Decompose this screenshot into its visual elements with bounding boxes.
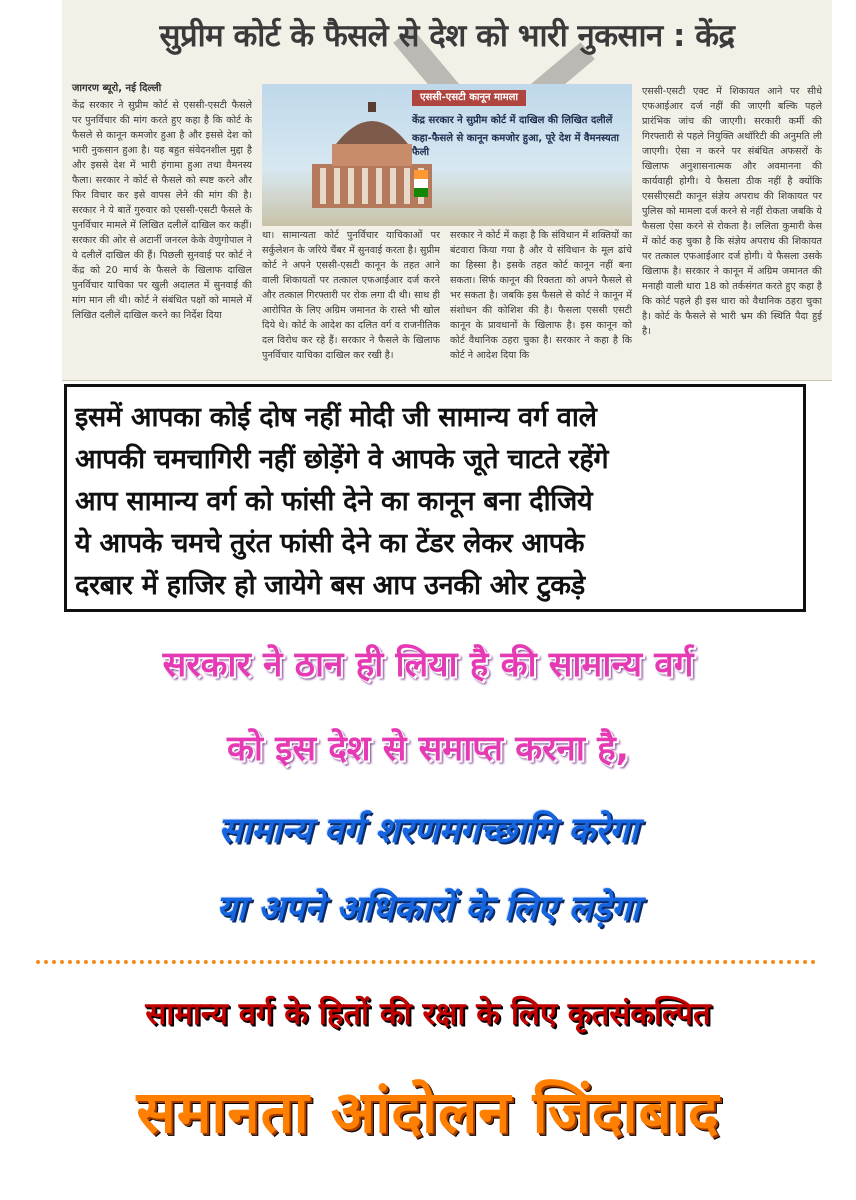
callout-point-1: केंद्र सरकार ने सुप्रीम कोर्ट में दाखिल की लिखित दलीलें [412, 115, 613, 126]
slogan-text: समानता आंदोलन जिंदाबाद [136, 1078, 720, 1146]
message-line-2: को इस देश से समाप्त करना है, [227, 729, 629, 769]
quote-line: ये आपके चमचे तुरंत फांसी देने का टेंडर लेकर आपके [75, 528, 585, 559]
quote-line: इसमें आपका कोई दोष नहीं मोदी जी सामान्य वर्ग वाले [75, 402, 597, 433]
message-line-4: या अपने अधिकारों के लिए लड़ेगा [216, 889, 640, 929]
newspaper-clipping [62, 0, 832, 381]
article-column-2: था। सामान्यता कोर्ट पुनर्विचार याचिकाओं पर सर्कुलेशन के जरिये चैंबर में सुनवाई करता है। सुप्रीम कोर्ट ने अपने एससी-एसटी कानून के तहत आने वाली शिकायतों पर तत्काल एफआईआर दर्ज करने और तत्काल गिरफ्तारी पर रोक लगा दी थी। साथ ही आरोपित के लिए अग्रिम जमानत के रास्ते भी खोल दिये थे। कोर्ट के आदेश का दलित वर्ग व राजनीतिक दल विरोध कर रहे हैं। सरकार ने फैसले के खिलाफ पुनर्विचार याचिका दाखिल कर रखी है। [262, 230, 440, 361]
quote-box [64, 384, 806, 612]
pledge-text: सामान्य वर्ग के हितों की रक्षा के लिए कृतसंकल्पित [145, 996, 711, 1032]
dotted-divider [36, 960, 816, 964]
article-column-1: केंद्र सरकार ने सुप्रीम कोर्ट से एससी-एसटी फैसले पर पुनर्विचार की मांग करते हुए कहा है कि कोर्ट के फैसले से कानून कमजोर हुआ है और इससे देश को भारी नुकसान हुआ है। यह बहुत संवेदनशील मुद्दा है और इससे देश में भारी हंगामा हुआ तथा वैमनस्य फैला। सरकार ने कोर्ट से फैसले को स्पष्ट करने और फिर विचार कर इसे वापस लेने की मांग की है। सरकार ने ये बातें गुरुवार को एससी-एसटी फैसले के पुनर्विचार मामले में लिखित दलीलें दाखिल कर कहीं। सरकार की ओर से अटार्नी जनरल केके वेणुगोपाल ने ये दलीलें दाखिल की हैं। पिछली सुनवाई पर कोर्ट ने केंद्र को 20 मार्च के फैसले के खिलाफ दाखिल पुनर्विचार याचिका पर खुली अदालत में सुनवाई की मांग मान ली थी। कोर्ट ने संबंधित पक्षों को मामले में लिखित दलीलें दाखिल करने का निर्देश दिया [72, 100, 252, 321]
quote-line: आपकी चमचागिरी नहीं छोड़ेंगे वे आपके जूते चाटते रहेंगे [75, 444, 609, 475]
quote-line: दरबार में हाजिर हो जायेगे बस आप उनकी ओर टुकड़े [75, 570, 585, 601]
message-line-3: सामान्य वर्ग शरणमगच्छामि करेगा [218, 811, 638, 851]
quote-line: आप सामान्य वर्ग को फांसी देने का कानून बना दीजिये [75, 486, 593, 517]
callout-point-2: कहा-फैसले से कानून कमजोर हुआ, पूरे देश में वैमनस्यता फैली [412, 133, 619, 158]
article-column-4: एससी-एसटी एक्ट में शिकायत आने पर सीधे एफआईआर दर्ज नहीं की जाएगी बल्कि पहले प्रारंभिक जांच की जाएगी। सरकारी कर्मी की गिरफ्तारी से पहले नियुक्ति अथॉरिटी की अनुमति ली जाएगी। ऐसा न करने पर संबंधित अफसरों के खिलाफ अनुशासनात्मक और अवमानना की कार्यवाही होगी। ये फैसला ठीक नहीं है क्योंकि एससीएसटी कानून संज्ञेय अपराध की शिकायत पर पुलिस को मामला दर्ज करने से नहीं रोकता जबकि ये फैसला ऐसा करने से रोकता है। ललिता कुमारी केस में कोर्ट कह चुका है कि संज्ञेय अपराध की शिकायत पर तत्काल एफआईआर दर्ज होगी। ये फैसला उसके खिलाफ है। सरकार ने कानून में अग्रिम जमानत की मनाही वाली धारा 18 को तर्कसंगत करते हुए कहा है कि कोर्ट पहले ही इस धारा को वैधानिक ठहरा चुका है। कोर्ट के फैसले से भारी भ्रम की स्थिति पैदा हुई है। [642, 86, 822, 337]
article-column-3: सरकार ने कोर्ट में कहा है कि संविधान में शक्तियों का बंटवारा किया गया है और ये संविधान के मूल ढांचे का हिस्सा है। इसके तहत कोर्ट कानून नहीं बना सकता। सिर्फ कानून की रिक्तता को अपने फैसले से भर सकता है। जबकि इस फैसले से कोर्ट ने कानून में संशोधन की कोशिश की है। फैसला एससी एसटी कानून के प्रावधानों के खिलाफ है। इस कानून को कोर्ट वैधानिक ठहरा चुका है। सरकार ने कहा है कि कोर्ट ने आदेश दिया कि [450, 230, 632, 361]
photo-callout [412, 90, 622, 160]
clipping-byline: जागरण ब्यूरो, नई दिल्ली [72, 83, 162, 94]
message-line-1: सरकार ने ठान ही लिया है की सामान्य वर्ग [162, 645, 694, 685]
callout-tag: एससी-एसटी कानून मामला [412, 90, 526, 106]
supreme-court-photo [262, 84, 632, 226]
clipping-headline: सुप्रीम कोर्ट के फैसले से देश को भारी नुकसान : केंद्र [159, 18, 735, 54]
